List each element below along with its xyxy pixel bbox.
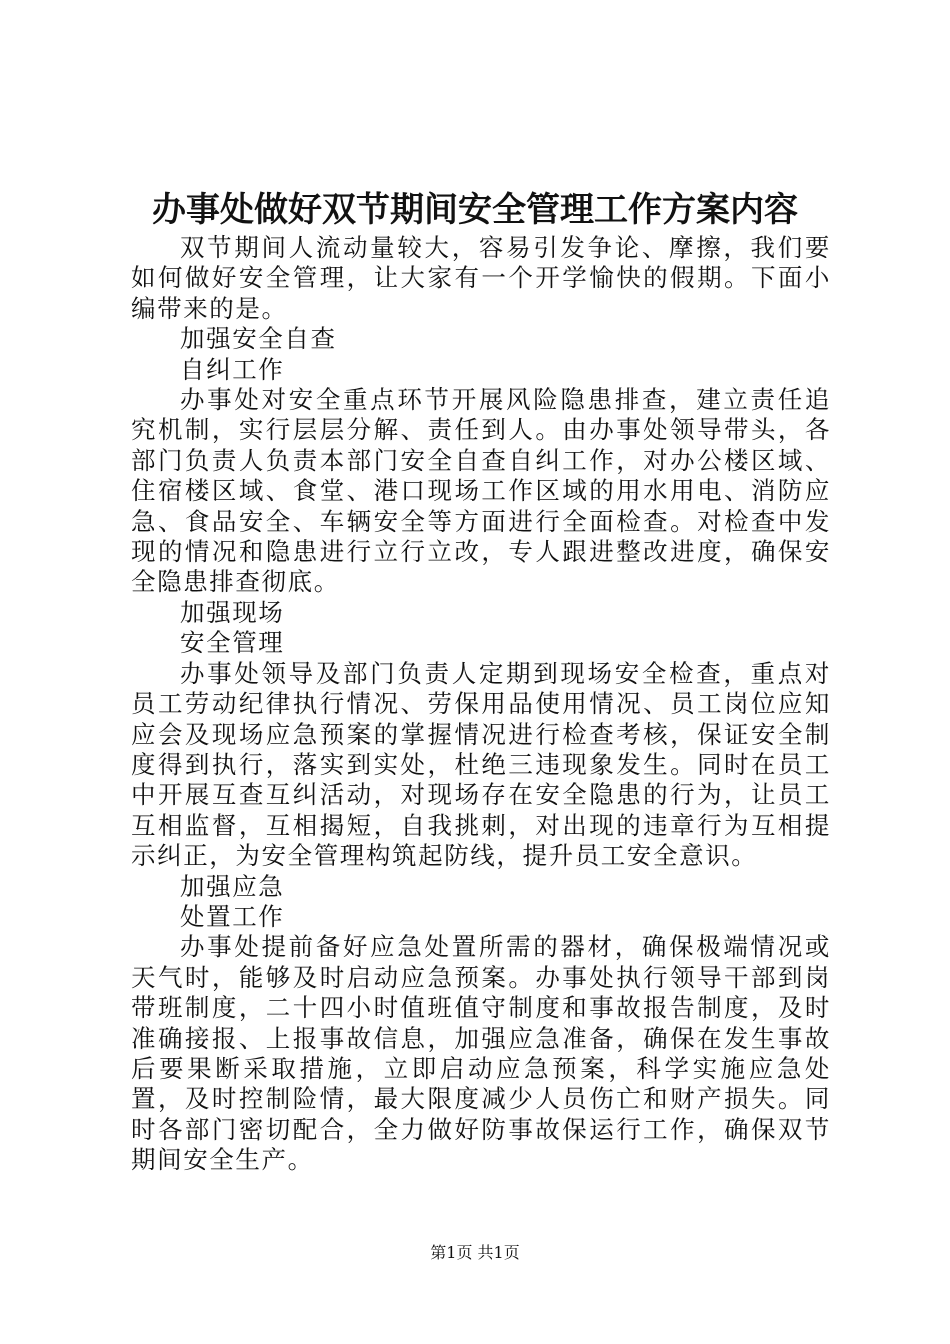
document-body bbox=[131, 233, 831, 1176]
section-3-heading-line-1: 加强应急 bbox=[180, 871, 285, 901]
document-title: 办事处做好双节期间安全管理工作方案内容 bbox=[152, 190, 798, 230]
section-1-paragraph: 办事处对安全重点环节开展风险隐患排查，建立责任追究机制，实行层层分解、责任到人。由办事处领导带头，各部门负责人负责本部门安全自查自纠工作，对办公楼区域、住宿楼区域、食堂、港口现场工作区域的用水用电、消防应急、食品安全、车辆安全等方面进行全面检查。对检查中发现的情况和隐患进行立行立改，专人跟进整改进度，确保安全隐患排查彻底。 bbox=[131, 385, 831, 597]
section-2-heading-line-1: 加强现场 bbox=[180, 597, 285, 627]
page-footer: 第1页 共1页 bbox=[430, 1243, 520, 1262]
section-3-paragraph: 办事处提前备好应急处置所需的器材，确保极端情况或天气时，能够及时启动应急预案。办事处执行领导干部到岗带班制度，二十四小时值班值守制度和事故报告制度，及时准确接报、上报事故信息，加强应急准备，确保在发生事故后要果断采取措施，立即启动应急预案，科学实施应急处置，及时控制险情，最大限度减少人员伤亡和财产损失。同时各部门密切配合，全力做好防事故保运行工作，确保双节期间安全生产。 bbox=[131, 932, 831, 1175]
section-1-heading-line-2: 自纠工作 bbox=[180, 354, 285, 384]
section-2-paragraph: 办事处领导及部门负责人定期到现场安全检查，重点对员工劳动纪律执行情况、劳保用品使用情况、员工岗位应知应会及现场应急预案的掌握情况进行检查考核，保证安全制度得到执行，落实到实处，杜绝三违现象发生。同时在员工中开展互查互纠活动，对现场存在安全隐患的行为，让员工互相监督，互相揭短，自我挑刺，对出现的违章行为互相提示纠正，为安全管理构筑起防线，提升员工安全意识。 bbox=[131, 658, 831, 871]
section-3-heading-line-2: 处置工作 bbox=[180, 901, 285, 931]
section-1-heading-line-1: 加强安全自查 bbox=[180, 324, 337, 354]
section-2-heading-line-2: 安全管理 bbox=[180, 628, 285, 658]
intro-paragraph: 双节期间人流动量较大，容易引发争论、摩擦，我们要如何做好安全管理，让大家有一个开学愉快的假期。下面小编带来的是。 bbox=[131, 233, 831, 323]
